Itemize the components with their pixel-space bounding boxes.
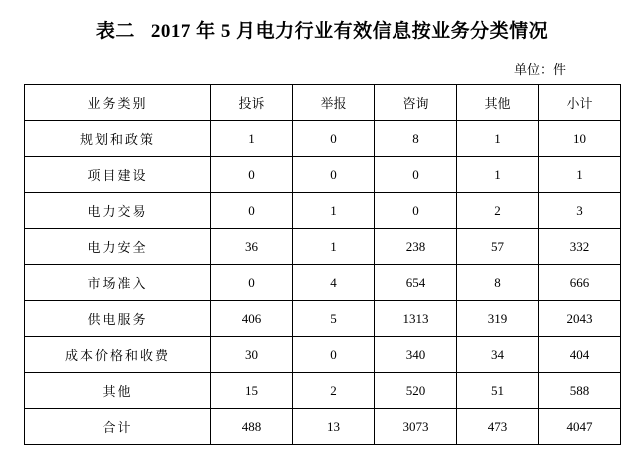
row-value-report: 13 (293, 409, 375, 445)
row-category: 合计 (25, 409, 211, 445)
table-row (25, 229, 621, 265)
table-header (25, 85, 621, 121)
row-value-consult: 0 (375, 193, 457, 229)
row-value-report: 0 (293, 157, 375, 193)
row-value-subtotal: 2043 (539, 301, 621, 337)
table-body (25, 121, 621, 445)
row-value-subtotal: 332 (539, 229, 621, 265)
row-value-other: 8 (457, 265, 539, 301)
table-row (25, 193, 621, 229)
row-value-consult: 8 (375, 121, 457, 157)
table-row-total (25, 409, 621, 445)
row-value-consult: 3073 (375, 409, 457, 445)
row-category: 供电服务 (25, 301, 211, 337)
row-category: 其他 (25, 373, 211, 409)
row-value-consult: 1313 (375, 301, 457, 337)
table-header-cell-other: 其他 (457, 85, 539, 121)
row-value-other: 2 (457, 193, 539, 229)
page-title-label: 表二 (95, 21, 135, 42)
row-value-other: 1 (457, 157, 539, 193)
table-row (25, 265, 621, 301)
row-category: 电力安全 (25, 229, 211, 265)
table-row (25, 301, 621, 337)
row-value-report: 1 (293, 193, 375, 229)
row-value-other: 34 (457, 337, 539, 373)
table-row (25, 373, 621, 409)
row-value-other: 1 (457, 121, 539, 157)
row-value-other: 51 (457, 373, 539, 409)
row-value-consult: 0 (375, 157, 457, 193)
row-category: 项目建设 (25, 157, 211, 193)
row-value-other: 473 (457, 409, 539, 445)
row-value-complaint: 15 (211, 373, 293, 409)
table-container (0, 84, 644, 445)
page-title (0, 0, 644, 45)
row-value-other: 319 (457, 301, 539, 337)
row-value-report: 1 (293, 229, 375, 265)
row-value-report: 0 (293, 337, 375, 373)
table-header-cell-category: 业务类别 (25, 85, 211, 121)
row-value-consult: 340 (375, 337, 457, 373)
table-row (25, 121, 621, 157)
row-value-other: 57 (457, 229, 539, 265)
table-header-row (25, 85, 621, 121)
row-value-complaint: 406 (211, 301, 293, 337)
table-row (25, 337, 621, 373)
row-category: 规划和政策 (25, 121, 211, 157)
row-value-complaint: 0 (211, 265, 293, 301)
row-value-report: 5 (293, 301, 375, 337)
page-title-text: 2017 年 5 月电力行业有效信息按业务分类情况 (150, 21, 549, 42)
classification-table (24, 84, 621, 445)
row-value-complaint: 36 (211, 229, 293, 265)
row-value-report: 4 (293, 265, 375, 301)
row-value-consult: 654 (375, 265, 457, 301)
row-value-consult: 520 (375, 373, 457, 409)
row-value-subtotal: 666 (539, 265, 621, 301)
row-value-complaint: 488 (211, 409, 293, 445)
row-value-subtotal: 3 (539, 193, 621, 229)
row-value-report: 0 (293, 121, 375, 157)
row-value-subtotal: 588 (539, 373, 621, 409)
row-value-subtotal: 1 (539, 157, 621, 193)
unit-note: 单位：件 (513, 62, 566, 77)
row-value-subtotal: 404 (539, 337, 621, 373)
table-header-cell-complaint: 投诉 (211, 85, 293, 121)
row-value-complaint: 1 (211, 121, 293, 157)
row-category: 成本价格和收费 (25, 337, 211, 373)
table-header-cell-consult: 咨询 (375, 85, 457, 121)
row-value-report: 2 (293, 373, 375, 409)
row-value-consult: 238 (375, 229, 457, 265)
row-value-complaint: 0 (211, 157, 293, 193)
row-value-subtotal: 10 (539, 121, 621, 157)
row-value-complaint: 0 (211, 193, 293, 229)
table-row (25, 157, 621, 193)
row-category: 市场准入 (25, 265, 211, 301)
table-header-cell-report: 举报 (293, 85, 375, 121)
table-header-cell-subtotal: 小计 (539, 85, 621, 121)
row-value-subtotal: 4047 (539, 409, 621, 445)
row-value-complaint: 30 (211, 337, 293, 373)
row-category: 电力交易 (25, 193, 211, 229)
